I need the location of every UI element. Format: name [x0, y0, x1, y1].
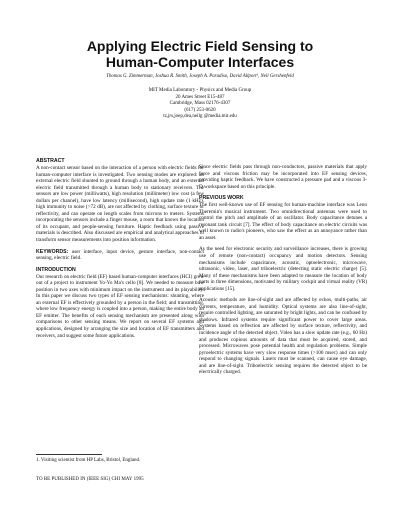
- previous-work-paragraph-1: The first well-known use of EF sensing for human-machine interface was Leon Theremin's musical instrument. Two omnidirectional antennas were used to control the pitch and amplitude of an oscillator. Body capacitance detunes a resonant tank circuit [7]. The effect of body capacitance on electric circuits was well known to radio's pioneers, who saw the effect as an annoyance rather than an asset.: [199, 202, 367, 241]
- previous-work-paragraph-3: Acoustic methods are line-of-sight and are affected by echos, multi-paths, air currents, temperature, and humidity. Optical systems are also line-of-sight, require controlled lighting, are saturated by bright lights, and can be confused by shadows. Infrared systems require significant power to cover large areas. Systems based on reflection are affected by surface texture, reflectivity, and incidence angle of the detected object. Video has a slow update rate (e.g., 60 Hz) and produces copious amounts of data that must be acquired, stored, and processed. Microwaves pose potential health and regulation problems. Simple pyroelectric systems have very slow response times (>100 msec) and can only respond to changing signals. Lasers must be scanned, can cause eye damage, and are line-of-sight. Triboelectric sensing requires the detected object to be electrically charged.: [199, 297, 367, 376]
- introduction-heading: INTRODUCTION: [36, 266, 76, 273]
- keywords-text: user interface, input device, gesture interface, non-contact sensing, electric field.: [36, 248, 204, 262]
- affiliation-street: 20 Ames Street E15-487: [175, 94, 225, 100]
- abstract-heading: ABSTRACT: [36, 158, 65, 164]
- author-list: Thomas G. Zimmerman, Joshua R. Smith, Joseph A. Paradiso, David Allport¹, Neil Gershenfeld: [106, 74, 294, 79]
- affiliation-block: [0, 88, 400, 121]
- affiliation-lab: MIT Media Laboratory - Physics and Media Group: [148, 88, 252, 93]
- affiliation-emails: tz,jrs,joep,dea,neilg @media.mit.edu: [163, 114, 237, 120]
- footnote-rule: [36, 454, 102, 455]
- paper-title-line-1: Applying Electric Field Sensing to: [86, 38, 314, 54]
- right-column: [199, 164, 367, 381]
- left-column: [36, 158, 204, 344]
- keywords-paragraph: [36, 249, 204, 262]
- publication-note: TO BE PUBLISHED IN (IEEE SIG) CHI MAY 1995: [36, 477, 144, 482]
- affiliation-city: Cambridge, Mass 02176-4307: [169, 101, 231, 107]
- previous-work-heading: PREVIOUS WORK: [199, 195, 244, 202]
- affiliation-phone: (617) 253-0620: [184, 107, 216, 113]
- paper-title-line-2: Human-Computer Interfaces: [105, 54, 295, 70]
- keywords-label: KEYWORDS:: [36, 248, 69, 255]
- abstract-text: A non-contact sensor based on the interaction of a person with electric fields for human-computer interface is investigated. Two sensing modes are explored: an external electric field shunted to ground through a human body, and an external electric field transmitted through a human body to stationary receivers. The sensors are low power (milliwatts), high resolution (millimeter) low cost (a few dollars per channel), have low latency (millisecond), high update rate (1 kHz), high immunity to noise (>72 dB), are not affected by clothing, surface texture or reflectivity, and can operate on length scales from microns to meters. Systems incorporating the sensors include a finger mouse, a room that knows the location of its occupant, and people-sensing furniture. Haptic feedback using passive materials is described. Also discussed are empirical and analytical approaches to transform sensor measurements into position information.: [36, 165, 204, 244]
- introduction-text: Our research on electric field (EF) based human-computer interfaces (HCI) grew out of a project to instrument Yo-Yo Ma's cello [8]. We needed to measure bow position in two axes with minimum impact on the instrument and its playability. In this paper we discuss two types of EF sensing mechanisms: shunting, where an external EF is effectively grounded by a person in the field; and transmitting, where low frequency energy is coupled into a person, making the entire body an EF emitter. The benefits of each sensing mechanism are presented along with comparisons to other sensing means. We report on several EF systems and applications, designed by arranging the size and location of EF transmitters and receivers, and suggest some future applications.: [36, 273, 204, 339]
- previous-work-paragraph-2: As the need for electronic security and surveillance increases, there is growing use of remote (non-contact) occupancy and motion detectors. Sensing mechanisms include capacitance, acoustic, optoelectronic, microwave, ultrasonic, video, laser, and triboelectric (detecting static electric charge) [5]. Many of these mechanisms have been adapted to measure the location of body parts in three dimensions, motivated by military cockpit and virtual reality (VR) applications [15].: [199, 246, 367, 292]
- footnote: 1. Visiting scientist from HP Labs, Bristol, England.: [36, 458, 141, 463]
- haptic-intro-text: Since electric fields pass through non-conductors, passive materials that apply force and viscous friction may be incorporated into EF sensing devices, providing haptic feedback. We have constructed a pressure pad and a viscous 3-D workspace based on this principle.: [199, 164, 367, 190]
